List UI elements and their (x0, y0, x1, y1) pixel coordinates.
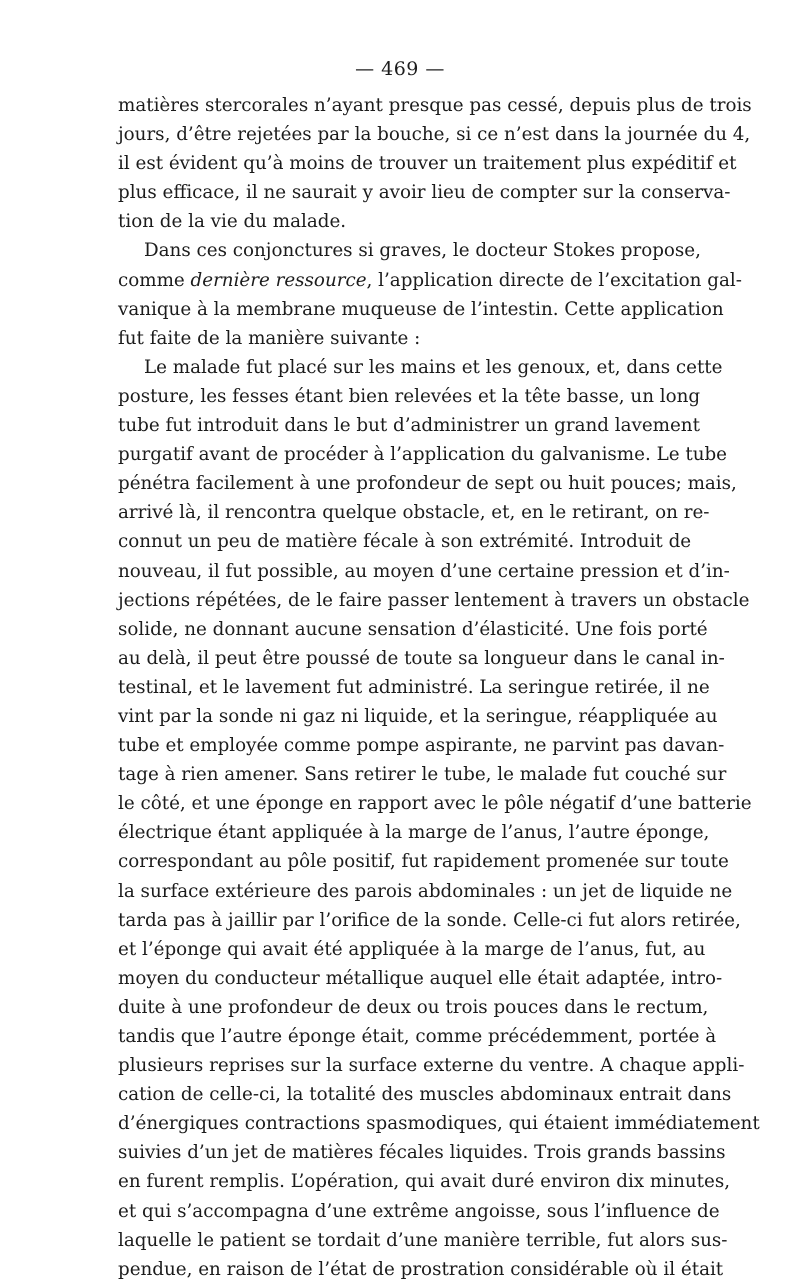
text-line: jections répétées, de le faire passer lentement à travers un obstacle (118, 589, 750, 611)
text-line: et l’éponge qui avait été appliquée à la marge de l’anus, fut, au (118, 938, 706, 960)
text-line: pendue, en raison de l’état de prostration considérable où il était (118, 1258, 724, 1280)
text-line: suivies d’un jet de matières fécales liquides. Trois grands bassins (118, 1142, 726, 1164)
text-line: purgatif avant de procéder à l’application du galvanisme. Le tube (118, 444, 727, 466)
text-line: Dans ces conjonctures si graves, le docteur Stokes propose, (144, 240, 701, 262)
text-line: jours, d’être rejetées par la bouche, si ce n’est dans la journée du 4, (118, 124, 751, 146)
text-line: tube fut introduit dans le but d’administrer un grand lavement (118, 415, 700, 437)
text-line: comme dernière ressource, l’application directe de l’excitation gal- (118, 269, 742, 291)
text-line: solide, ne donnant aucune sensation d’élasticité. Une fois porté (118, 618, 708, 640)
text-line: pénétra facilement à une profondeur de sept ou huit pouces; mais, (118, 473, 737, 495)
text-line: moyen du conducteur métallique auquel elle était adaptée, intro- (118, 967, 723, 989)
body-text (118, 91, 760, 1284)
text-line: duite à une profondeur de deux ou trois pouces dans le rectum, (118, 996, 709, 1018)
page-number: — 469 — (355, 58, 445, 80)
text-line: Le malade fut placé sur les mains et les genoux, et, dans cette (144, 356, 723, 378)
text-line: connut un peu de matière fécale à son extrémité. Introduit de (118, 531, 692, 553)
text-line: laquelle le patient se tordait d’une manière terrible, fut alors sus- (118, 1229, 728, 1251)
text-line: tarda pas à jaillir par l’orifice de la sonde. Celle-ci fut alors retirée, (118, 909, 741, 931)
paragraph (118, 91, 752, 236)
text-line: nouveau, il fut possible, au moyen d’une certaine pression et d’in- (118, 560, 730, 582)
text-line: électrique étant appliquée à la marge de l’anus, l’autre éponge, (118, 822, 710, 844)
text-line: tandis que l’autre éponge était, comme précédemment, portée à (118, 1026, 717, 1047)
text-line: posture, les fesses étant bien relevées et la tête basse, un long (118, 385, 701, 407)
paragraph (118, 353, 760, 1284)
text-line: arrivé là, il rencontra quelque obstacle, et, en le retirant, on re- (118, 502, 710, 524)
text-line: correspondant au pôle positif, fut rapidement promenée sur toute (118, 851, 729, 873)
text-line: il est évident qu’à moins de trouver un traitement plus expéditif et (118, 153, 737, 175)
text-line: matières stercorales n’ayant presque pas cessé, depuis plus de trois (118, 95, 752, 116)
text-line: plusieurs reprises sur la surface externe du ventre. A chaque appli- (118, 1055, 745, 1077)
text-line: plus efficace, il ne saurait y avoir lieu de compter sur la conserva- (118, 182, 731, 204)
text-line: vanique à la membrane muqueuse de l’intestin. Cette application (118, 298, 724, 320)
text-line: au delà, il peut être poussé de toute sa longueur dans le canal in- (118, 647, 725, 669)
text-line: d’énergiques contractions spasmodiques, qui étaient immédiatement (118, 1113, 760, 1135)
text-line: tage à rien amener. Sans retirer le tube, le malade fut couché sur (118, 764, 727, 786)
text-line: et qui s’accompagna d’une extrême angoisse, sous l’influence de (118, 1200, 720, 1222)
text-line: tion de la vie du malade. (118, 211, 347, 233)
text-line: cation de celle-ci, la totalité des muscles abdominaux entrait dans (118, 1084, 732, 1106)
text-line: testinal, et le lavement fut administré. La seringue retirée, il ne (118, 676, 710, 698)
text-line: la surface extérieure des parois abdominales : un jet de liquide ne (118, 880, 733, 902)
paragraph (118, 236, 742, 352)
text-line: vint par la sonde ni gaz ni liquide, et la seringue, réappliquée au (118, 705, 718, 727)
text-line: tube et employée comme pompe aspirante, ne parvint pas davan- (118, 735, 725, 757)
text-line: le côté, et une éponge en rapport avec le pôle négatif d’une batterie (118, 793, 752, 815)
text-line: en furent remplis. L’opération, qui avait duré environ dix minutes, (118, 1171, 731, 1193)
text-line: fut faite de la manière suivante : (118, 327, 421, 349)
